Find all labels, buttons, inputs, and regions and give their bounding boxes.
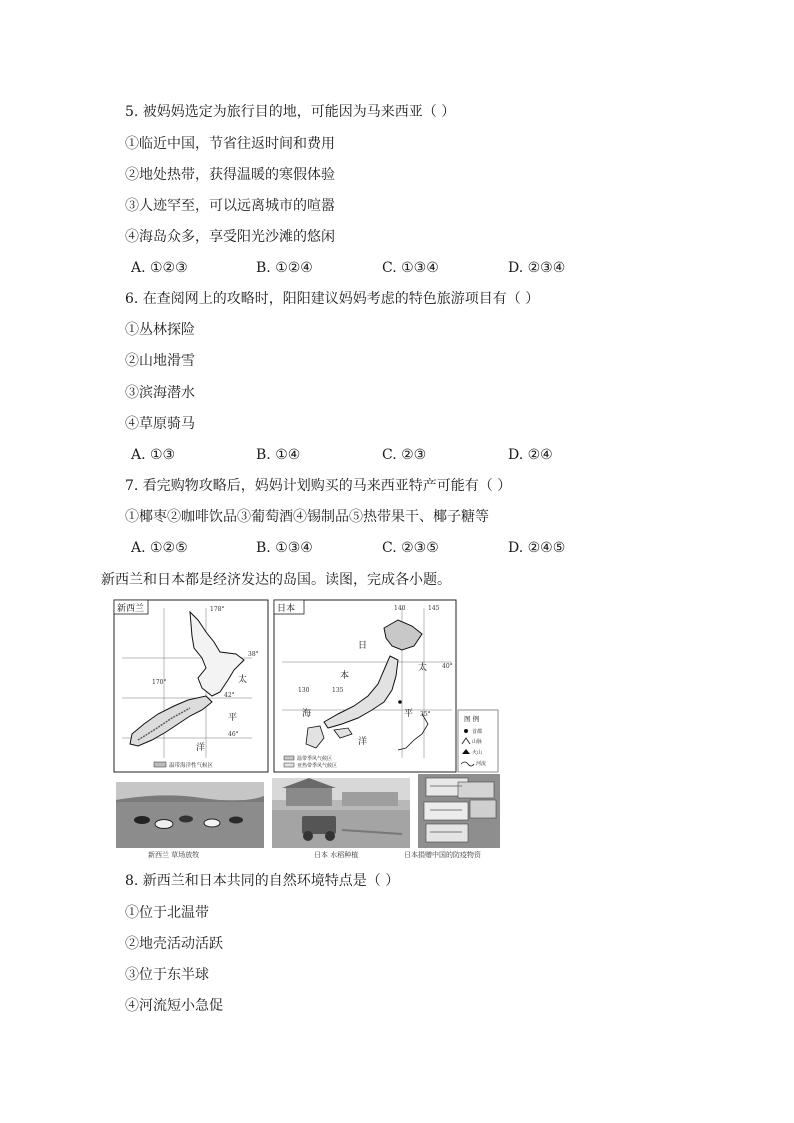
jp-sea-char-3: 海 — [302, 709, 312, 719]
capital-icon — [464, 729, 468, 733]
nz-ocean-char-3: 洋 — [196, 743, 206, 753]
q6-option-b: B. ①④ — [256, 447, 301, 463]
nz-ocean-char-1: 太 — [238, 675, 248, 685]
jp-legend-subtropical: 亚热带季风气候区 — [297, 763, 338, 769]
nz-tick-42: 42° — [224, 692, 235, 699]
jp-sea-char-2: 本 — [340, 671, 350, 681]
legend-item-capital: 首都 — [472, 729, 483, 735]
jp-legend-temperate: 温带季风气候区 — [297, 756, 333, 762]
jp-sea-char-1: 日 — [358, 641, 368, 651]
legend-title: 图 例 — [464, 715, 480, 723]
map-figure — [102, 598, 516, 860]
jp-ocean-char-3: 洋 — [358, 737, 368, 747]
jp-tick-140: 140 — [394, 605, 406, 612]
q6-option-c: C. ②③ — [382, 447, 427, 463]
q6-stem: 6. 在查阅网上的攻略时，阳阳建议妈妈考虑的特色旅游项目有（ ） — [125, 291, 540, 307]
q7-option-a: A. ①②⑤ — [131, 540, 188, 556]
q5-option-a: A. ①②③ — [131, 260, 188, 276]
photo-jp-rice — [272, 778, 410, 859]
q6-item-3: ③滨海潜水 — [125, 385, 195, 401]
q6-item-1: ①丛林探险 — [125, 322, 195, 338]
new-zealand-map — [114, 600, 268, 772]
jp-ocean-char-1: 太 — [418, 663, 428, 673]
japan-map — [274, 600, 456, 772]
nz-tick-178: 178° — [210, 606, 225, 613]
q6-option-a: A. ①③ — [131, 447, 176, 463]
q8-item-4: ④河流短小急促 — [125, 998, 223, 1014]
q6-item-2: ②山地滑雪 — [125, 353, 195, 369]
photo-nz-grazing — [116, 782, 264, 859]
q7-item-1: ①椰枣②咖啡饮品③葡萄酒④锡制品⑤热带果干、椰子糖等 — [125, 509, 489, 525]
q7-option-c: C. ②③⑤ — [382, 540, 439, 556]
jp-tick-130: 130 — [298, 687, 310, 694]
q5-option-d: D. ②③④ — [508, 260, 566, 276]
legend-item-mountain: 山脉 — [472, 739, 483, 745]
q7-stem: 7. 看完购物攻略后，妈妈计划购买的马来西亚特产可能有（ ） — [125, 478, 512, 494]
jp-tick-40: 40° — [442, 663, 453, 670]
q5-stem: 5. 被妈妈选定为旅行目的地，可能因为马来西亚（ ） — [125, 104, 456, 120]
q7-option-d: D. ②④⑤ — [508, 540, 566, 556]
q5-option-b: B. ①②④ — [256, 260, 313, 276]
legend-item-volcano: 火山 — [472, 750, 483, 756]
jp-tick-35: 35° — [420, 711, 431, 718]
jp-tick-135: 135 — [332, 687, 344, 694]
nz-legend-climate: 温带海洋性气候区 — [169, 763, 214, 769]
q5-item-2: ②地处热带，获得温暖的寒假体验 — [125, 167, 335, 183]
legend-item-river: 河流 — [476, 761, 487, 767]
q5-option-c: C. ①③④ — [382, 260, 439, 276]
nz-tick-38: 38° — [248, 651, 259, 658]
q8-item-3: ③位于东半球 — [125, 967, 209, 983]
map-legend — [458, 710, 498, 772]
nz-map-title: 新西兰 — [117, 604, 145, 614]
q5-item-4: ④海岛众多，享受阳光沙滩的悠闲 — [125, 229, 335, 245]
q5-item-3: ③人迹罕至，可以远离城市的喧嚣 — [125, 198, 335, 214]
nz-tick-46: 46° — [228, 731, 239, 738]
photo-caption-supplies: 日本捐赠中国的防疫物资 — [404, 851, 481, 859]
q7-option-b: B. ①③④ — [256, 540, 313, 556]
q8-item-1: ①位于北温带 — [125, 905, 209, 921]
q8-stem: 8. 新西兰和日本共同的自然环境特点是（ ） — [125, 873, 400, 889]
q6-item-4: ④草原骑马 — [125, 416, 195, 432]
nz-tick-170: 170° — [152, 679, 167, 686]
jp-ocean-char-2: 平 — [404, 709, 414, 719]
photo-caption-grazing: 新西兰 草场放牧 — [148, 851, 200, 859]
q8-item-2: ②地壳活动活跃 — [125, 936, 223, 952]
nz-ocean-char-2: 平 — [228, 713, 238, 723]
jp-map-title: 日本 — [277, 604, 296, 614]
section-intro: 新西兰和日本都是经济发达的岛国。读图，完成各小题。 — [101, 572, 451, 588]
jp-tick-145: 145 — [428, 605, 440, 612]
q5-item-1: ①临近中国，节省往返时间和费用 — [125, 136, 335, 152]
photo-jp-supplies — [404, 774, 500, 859]
q6-option-d: D. ②④ — [508, 447, 553, 463]
photo-caption-rice: 日本 水稻种植 — [314, 851, 359, 859]
